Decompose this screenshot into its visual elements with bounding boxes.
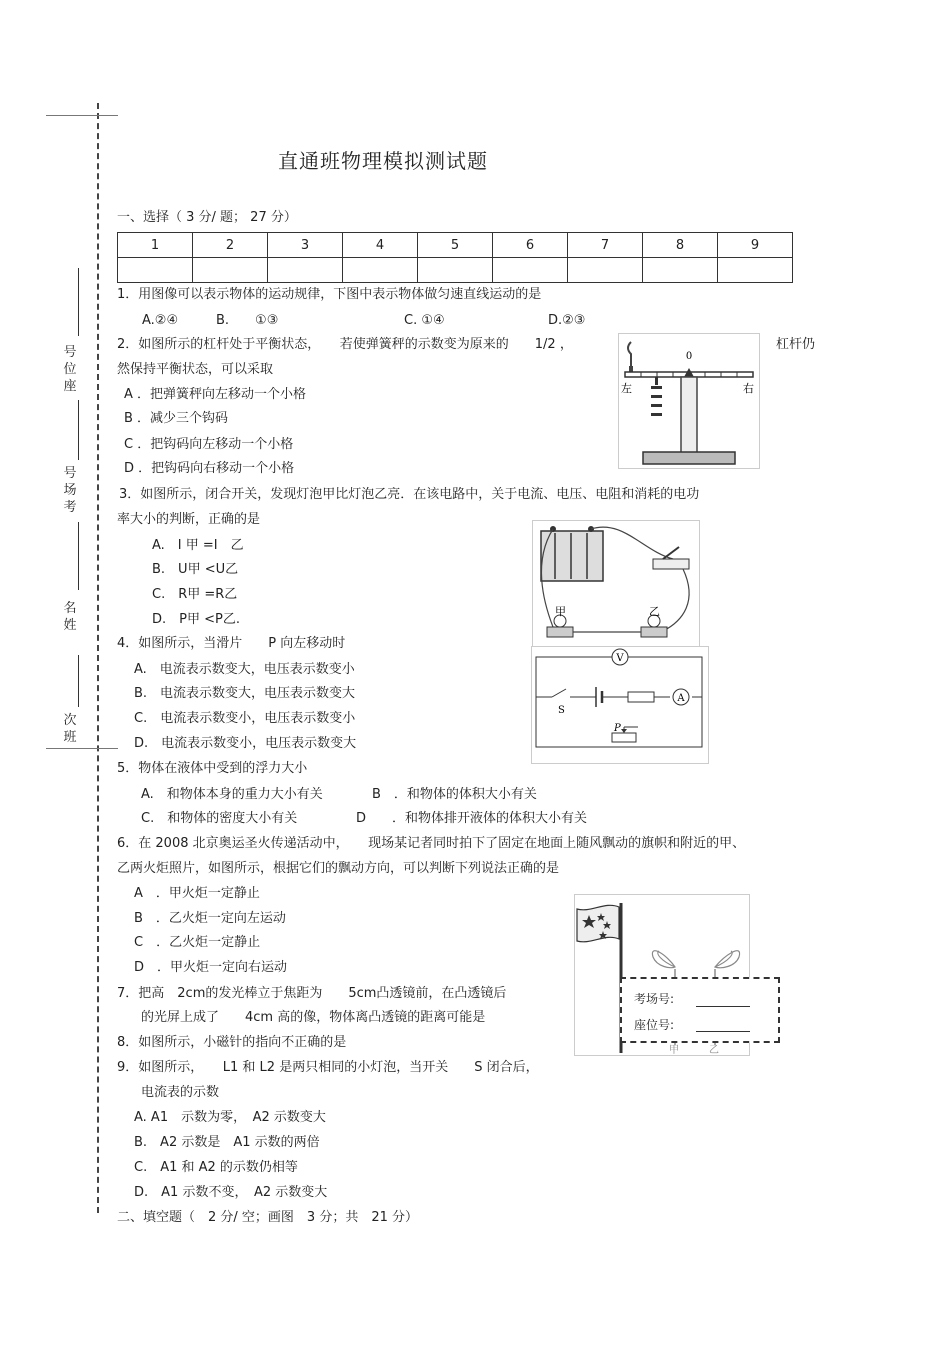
answer-table-header: 1 [118, 233, 193, 258]
q9-option-b: B. A2 示数是 A1 示数的两倍 [134, 1135, 320, 1150]
answer-cell[interactable] [118, 258, 193, 283]
q6-stem-line1: 6．在 2008 北京奥运圣火传递活动中， 现场某记者同时拍下了固定在地面上随风飘动的旗帜和附近的甲、 [117, 836, 746, 851]
lever-zero-label: 0 [685, 351, 693, 362]
lamp-circuit-figure [532, 520, 700, 647]
q3-option-c: C. R甲 =R乙 [152, 587, 238, 602]
torch-jia-label: 甲 [669, 1045, 679, 1055]
binding-dashed-line [97, 103, 99, 1213]
q6-option-a: A ．甲火炬一定静止 [134, 886, 260, 901]
q3-stem-line1: 3．如图所示，闭合开关，发现灯泡甲比灯泡乙亮．在该电路中，关于电流、电压、电阻和消耗的电功 [119, 487, 700, 502]
answer-cell[interactable] [493, 258, 568, 283]
q6-option-d: D ．甲火炬一定向右运动 [134, 960, 288, 975]
q4-option-b: B. 电流表示数变大，电压表示数变大 [134, 686, 356, 701]
sidebar-bottom-rule [46, 748, 118, 749]
answer-cell[interactable] [643, 258, 718, 283]
exam-room-label: 考场号: [634, 992, 675, 1006]
sidebar-name-label: 名姓 [63, 601, 77, 633]
answer-cell[interactable] [343, 258, 418, 283]
exam-info-box [620, 977, 780, 1043]
answer-cell[interactable] [268, 258, 343, 283]
answer-table [117, 232, 793, 283]
answer-cell[interactable] [568, 258, 643, 283]
q3-stem-line2: 率大小的判断，正确的是 [117, 512, 261, 527]
answer-table-header: 7 [568, 233, 643, 258]
sidebar-room-label: 号场考 [63, 466, 77, 515]
torch-yi-label: 乙 [709, 1045, 719, 1055]
answer-table-header: 4 [343, 233, 418, 258]
q1-option-c: C. ①④ [404, 313, 445, 328]
sidebar-seat-label: 号位座 [63, 345, 77, 394]
page-title: 直通班物理模拟测试题 [278, 149, 488, 173]
q2-option-d: D ．把钩码向右移动一个小格 [124, 461, 295, 476]
seat-field[interactable] [696, 1031, 750, 1032]
lever-diagram [619, 334, 759, 468]
answer-table-header: 8 [643, 233, 718, 258]
answer-table-input-row [118, 258, 793, 283]
q1-option-d: D.②③ [548, 313, 586, 328]
sidebar-class-label: 次班 [63, 713, 77, 745]
q9-option-d: D. A1 示数不变， A2 示数变大 [134, 1185, 328, 1200]
q2-option-b: B ．减少三个钩码 [124, 411, 229, 426]
q1-stem: 1．用图像可以表示物体的运动规律，下图中表示物体做匀速直线运动的是 [117, 287, 542, 302]
answer-table-header: 2 [193, 233, 268, 258]
answer-table-header: 3 [268, 233, 343, 258]
lever-right-label: 右 [743, 382, 754, 395]
slider-circuit-figure [531, 646, 709, 764]
answer-table-header: 5 [418, 233, 493, 258]
q2-stem-line1-end: 杠杆仍 [776, 337, 816, 352]
q7-stem-line2: 的光屏上成了 4cm 高的像，物体离凸透镜的距离可能是 [141, 1010, 486, 1025]
q3-option-b: B. U甲 <U乙 [152, 562, 239, 577]
sidebar-line-2 [78, 400, 79, 460]
section-2-heading: 二、填空题（ 2 分/ 空；画图 3 分；共 21 分） [117, 1210, 418, 1225]
lamp-jia-label: 甲 [555, 605, 566, 618]
q2-option-c: C ．把钩码向左移动一个小格 [124, 437, 294, 452]
answer-table-header: 9 [718, 233, 793, 258]
q4-option-c: C. 电流表示数变小，电压表示数变小 [134, 711, 356, 726]
q9-stem-line1: 9．如图所示， L1 和 L2 是两只相同的小灯泡，当开关 S 闭合后， [117, 1060, 539, 1075]
q2-option-a: A ．把弹簧秤向左移动一个小格 [124, 387, 307, 402]
slider-circuit-diagram [532, 647, 708, 763]
lamp-yi-label: 乙 [649, 605, 660, 618]
q6-stem-line2: 乙两火炬照片，如图所示，根据它们的飘动方向，可以判断下列说法正确的是 [117, 861, 560, 876]
sidebar-line-4 [78, 655, 79, 707]
switch-label: S [558, 705, 565, 716]
q8-stem: 8．如图所示，小磁针的指向不正确的是 [117, 1035, 347, 1050]
q5-option-c: C. 和物体的密度大小有关 [141, 811, 298, 826]
lever-figure [618, 333, 760, 469]
q5-option-d: D ．和物体排开液体的体积大小有关 [356, 811, 588, 826]
q2-stem-line1: 2．如图所示的杠杆处于平衡状态， 若使弹簧秤的示数变为原来的 1/2 ， [117, 337, 573, 352]
q4-option-d: D. 电流表示数变小，电压表示数变大 [134, 736, 357, 751]
lamp-circuit-diagram [533, 521, 699, 646]
q1-option-a: A.②④ [142, 313, 179, 328]
seat-label: 座位号: [634, 1018, 675, 1032]
q9-option-c: C. A1 和 A2 的示数仍相等 [134, 1160, 298, 1175]
q9-stem-line2: 电流表的示数 [141, 1085, 220, 1100]
q6-option-c: C ．乙火炬一定静止 [134, 935, 261, 950]
q3-option-d: D. P甲 <P乙. [152, 612, 240, 627]
answer-cell[interactable] [193, 258, 268, 283]
answer-cell[interactable] [418, 258, 493, 283]
q5-option-a: A. 和物体本身的重力大小有关 [141, 787, 323, 802]
q7-stem-line1: 7．把高 2cm的发光棒立于焦距为 5cm凸透镜前，在凸透镜后 [117, 986, 507, 1001]
q3-option-a: A. I 甲 =I 乙 [152, 538, 244, 553]
sidebar-top-rule [46, 115, 118, 116]
voltmeter-label: V [616, 653, 624, 664]
q5-option-b: B ．和物体的体积大小有关 [372, 787, 537, 802]
sidebar-line-1 [78, 268, 79, 336]
ammeter-label: A [677, 693, 685, 704]
q4-option-a: A. 电流表示数变大，电压表示数变小 [134, 662, 355, 677]
q1-option-b: B. ①③ [216, 313, 279, 328]
answer-table-header: 6 [493, 233, 568, 258]
answer-cell[interactable] [718, 258, 793, 283]
sidebar-line-3 [78, 522, 79, 590]
exam-room-field[interactable] [696, 1006, 750, 1007]
q4-stem: 4．如图所示，当滑片 P 向左移动时 [117, 636, 346, 651]
section-1-heading: 一、选择（ 3 分/ 题； 27 分） [117, 210, 297, 225]
q5-stem: 5．物体在液体中受到的浮力大小 [117, 761, 308, 776]
lever-left-label: 左 [621, 382, 632, 395]
q6-option-b: B ．乙火炬一定向左运动 [134, 911, 286, 926]
q2-stem-line2: 然保持平衡状态，可以采取 [117, 362, 274, 377]
slider-label: P [614, 723, 621, 734]
q9-option-a: A. A1 示数为零， A2 示数变大 [134, 1110, 326, 1125]
answer-table-header-row [118, 233, 793, 258]
